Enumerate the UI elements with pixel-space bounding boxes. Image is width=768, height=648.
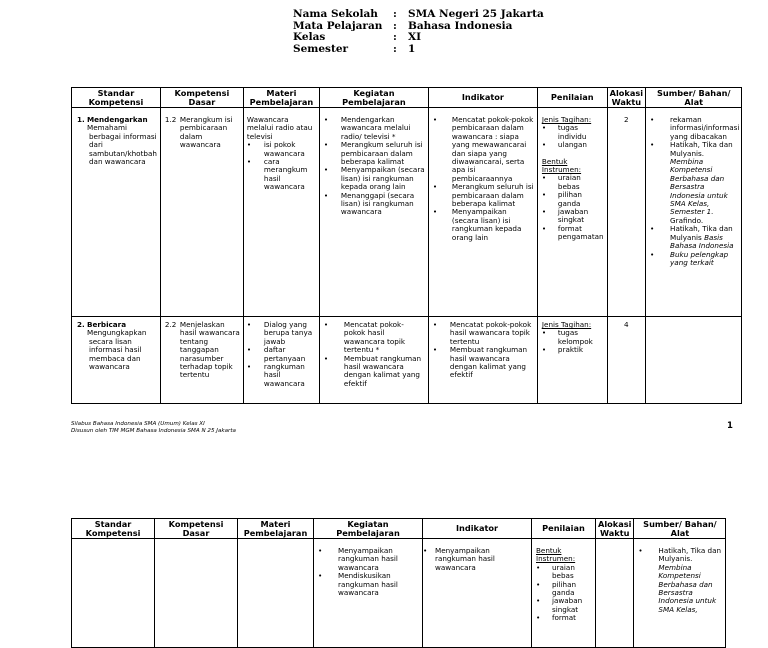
list-item: • isi pokok wawancara: [247, 141, 316, 158]
list-item: • jawaban singkat: [536, 597, 592, 614]
col-kegiatan: Kegiatan Pembelajaran: [314, 519, 423, 539]
list-item: • Merangkum seluruh isi pembicaraan dalam beberapa kalimat: [324, 141, 425, 166]
list-item: • format pengamatan: [542, 225, 604, 242]
syllabus-table-page-2: [71, 518, 726, 648]
list-item: • Hatikah, Tika dan Mulyanis Basis Bahasa Indonesia: [650, 225, 739, 250]
col-penilaian: Penilaian: [537, 88, 607, 108]
sumber-cell: [634, 539, 725, 647]
table-row: [72, 108, 742, 317]
penilaian-cell: Jenis Tagihan: • tugas individu • ulangan Bentuk Instrumen: • uraian bebas • pilihan ganda • jawaban singkat • format pengamatan: [538, 108, 607, 316]
document-header: [293, 9, 544, 55]
syllabus-table-page-1: [71, 87, 742, 404]
col-standar-kompetensi: Standar Kompetensi: [72, 88, 161, 108]
list-item: • jawaban singkat: [542, 208, 604, 225]
list-item: • Membuat rangkuman hasil wawancara dengan kalimat yang efektif: [433, 346, 534, 380]
list-item: • tugas kelompok: [542, 329, 604, 346]
sk-cell: 2. Berbicara Mengungkapkan secara lisan informasi hasil membaca dan wawancara: [77, 320, 147, 372]
list-item: • Mendiskusikan rangkuman hasil wawancara: [318, 572, 419, 597]
col-standar-kompetensi: Standar Kompetensi: [72, 519, 155, 539]
list-item: • Hatikah, Tika dan Mulyanis. Membina Kompetensi Berbahasa dan Bersastra Indonesia untuk SMA Kelas,: [638, 547, 723, 614]
list-item: • uraian bebas: [542, 174, 604, 191]
col-sumber: Sumber/ Bahan/ Alat: [646, 88, 742, 108]
list-item: • Menyampaikan rangkuman hasil wawancara: [423, 547, 528, 572]
sumber-cell: [646, 108, 741, 316]
kd-cell: 1.2 Merangkum isi pembicaraan dalam wawancara: [164, 115, 233, 150]
list-item: • uraian bebas: [536, 564, 592, 581]
materi-cell: [244, 317, 319, 403]
list-item: • praktik: [542, 346, 604, 354]
penilaian-cell: Jenis Tagihan: • tugas kelompok • praktik: [538, 317, 607, 403]
list-item: • Menanggapi (secara lisan) isi rangkuman wawancara: [324, 192, 425, 217]
page-footer: Silabus Bahasa Indonesia SMA (Umum) Kelas XI Disusun oleh TIM MGM Bahasa Indonesia SMA N 25 Jakarta: [71, 421, 236, 434]
indikator-cell: [429, 317, 537, 403]
list-item: • format: [536, 614, 592, 622]
list-item: • daftar pertanyaan: [247, 346, 316, 363]
list-item: • Dialog yang berupa tanya jawab: [247, 321, 316, 346]
list-item: • Merangkum seluruh isi pembicaraan dalam beberapa kalimat: [433, 183, 534, 208]
list-item: • Mencatat pokok-pokok hasil wawancara topik tertentu *: [324, 321, 425, 355]
sk-cell: 1. Mendengarkan Memahami berbagai informasi dari sambutan/khotbah dan wawancara: [77, 115, 157, 167]
col-sumber: Sumber/ Bahan/ Alat: [634, 519, 726, 539]
col-alokasi: Alokasi Waktu: [607, 88, 645, 108]
list-item: • Mencatat pokok-pokok pembicaraan dalam wawancara : siapa yang mewawancarai dan siapa yang diwawancarai, serta apa isi pembicaraannya: [433, 116, 534, 183]
indikator-cell: [423, 539, 531, 647]
list-item: • Mencatat pokok-pokok hasil wawancara topik tertentu: [433, 321, 534, 346]
col-kegiatan: Kegiatan Pembelajaran: [319, 88, 428, 108]
header-row-subject: Mata Pelajaran : Bahasa Indonesia: [293, 19, 513, 32]
col-indikator: Indikator: [428, 88, 537, 108]
indikator-cell: [429, 108, 537, 316]
page-number: 1: [727, 421, 733, 431]
list-item: • rekaman informasi/informasi yang dibacakan: [650, 116, 739, 141]
alokasi-cell: 4: [624, 320, 629, 329]
list-item: • cara merangkum hasil wawancara: [247, 158, 316, 192]
header-row-school: Nama Sekolah : SMA Negeri 25 Jakarta: [293, 8, 544, 20]
col-indikator: Indikator: [423, 519, 532, 539]
kegiatan-cell: [320, 108, 428, 316]
kegiatan-cell: [314, 539, 422, 647]
header-row-semester: Semester : 1: [293, 42, 416, 55]
header-row-class: Kelas : XI: [293, 31, 422, 43]
list-item: • Hatikah, Tika dan Mulyanis. Membina Kompetensi Berbahasa dan Bersastra Indonesia untuk SMA Kelas, Semester 1. Grafindo.: [650, 141, 739, 225]
table-row: [72, 539, 726, 648]
list-item: • Membuat rangkuman hasil wawancara dengan kalimat yang efektif: [324, 355, 425, 389]
table-header-row: [72, 519, 726, 539]
col-kompetensi-dasar: Kompetensi Dasar: [160, 88, 243, 108]
penilaian-cell: Bentuk Instrumen: • uraian bebas • pilihan ganda • jawaban singkat • format: [532, 539, 595, 647]
col-kompetensi-dasar: Kompetensi Dasar: [155, 519, 238, 539]
col-materi: Materi Pembelajaran: [243, 88, 319, 108]
table-header-row: [72, 88, 742, 108]
list-item: • Mendengarkan wawancara melalui radio/ televisi *: [324, 116, 425, 141]
kd-cell: 2.2 Menjelaskan hasil wawancara tentang tanggapan narasumber terhadap topik tertentu: [164, 320, 240, 380]
list-item: • ulangan: [542, 141, 604, 149]
list-item: • rangkuman hasil wawancara: [247, 363, 316, 388]
materi-cell: Wawancara melalui radio atau televisi • isi pokok wawancara • cara merangkum hasil wawancara: [244, 108, 319, 316]
list-item: • pilihan ganda: [536, 581, 592, 598]
list-item: • tugas individu: [542, 124, 604, 141]
list-item: • Menyampaikan (secara lisan) isi rangkuman kepada orang lain: [324, 166, 425, 191]
sumber-cell: [646, 317, 741, 399]
alokasi-cell: 2: [624, 115, 629, 124]
col-penilaian: Penilaian: [532, 519, 596, 539]
kegiatan-cell: [320, 317, 428, 403]
table-row: [72, 317, 742, 404]
list-item: • Menyampaikan (secara lisan) isi rangkuman kepada orang lain: [433, 208, 534, 242]
list-item: • Buku pelengkap yang terkait: [650, 251, 739, 268]
col-materi: Materi Pembelajaran: [238, 519, 314, 539]
col-alokasi: Alokasi Waktu: [596, 519, 634, 539]
list-item: • Menyampaikan rangkuman hasil wawancara: [318, 547, 419, 572]
list-item: • pilihan ganda: [542, 191, 604, 208]
